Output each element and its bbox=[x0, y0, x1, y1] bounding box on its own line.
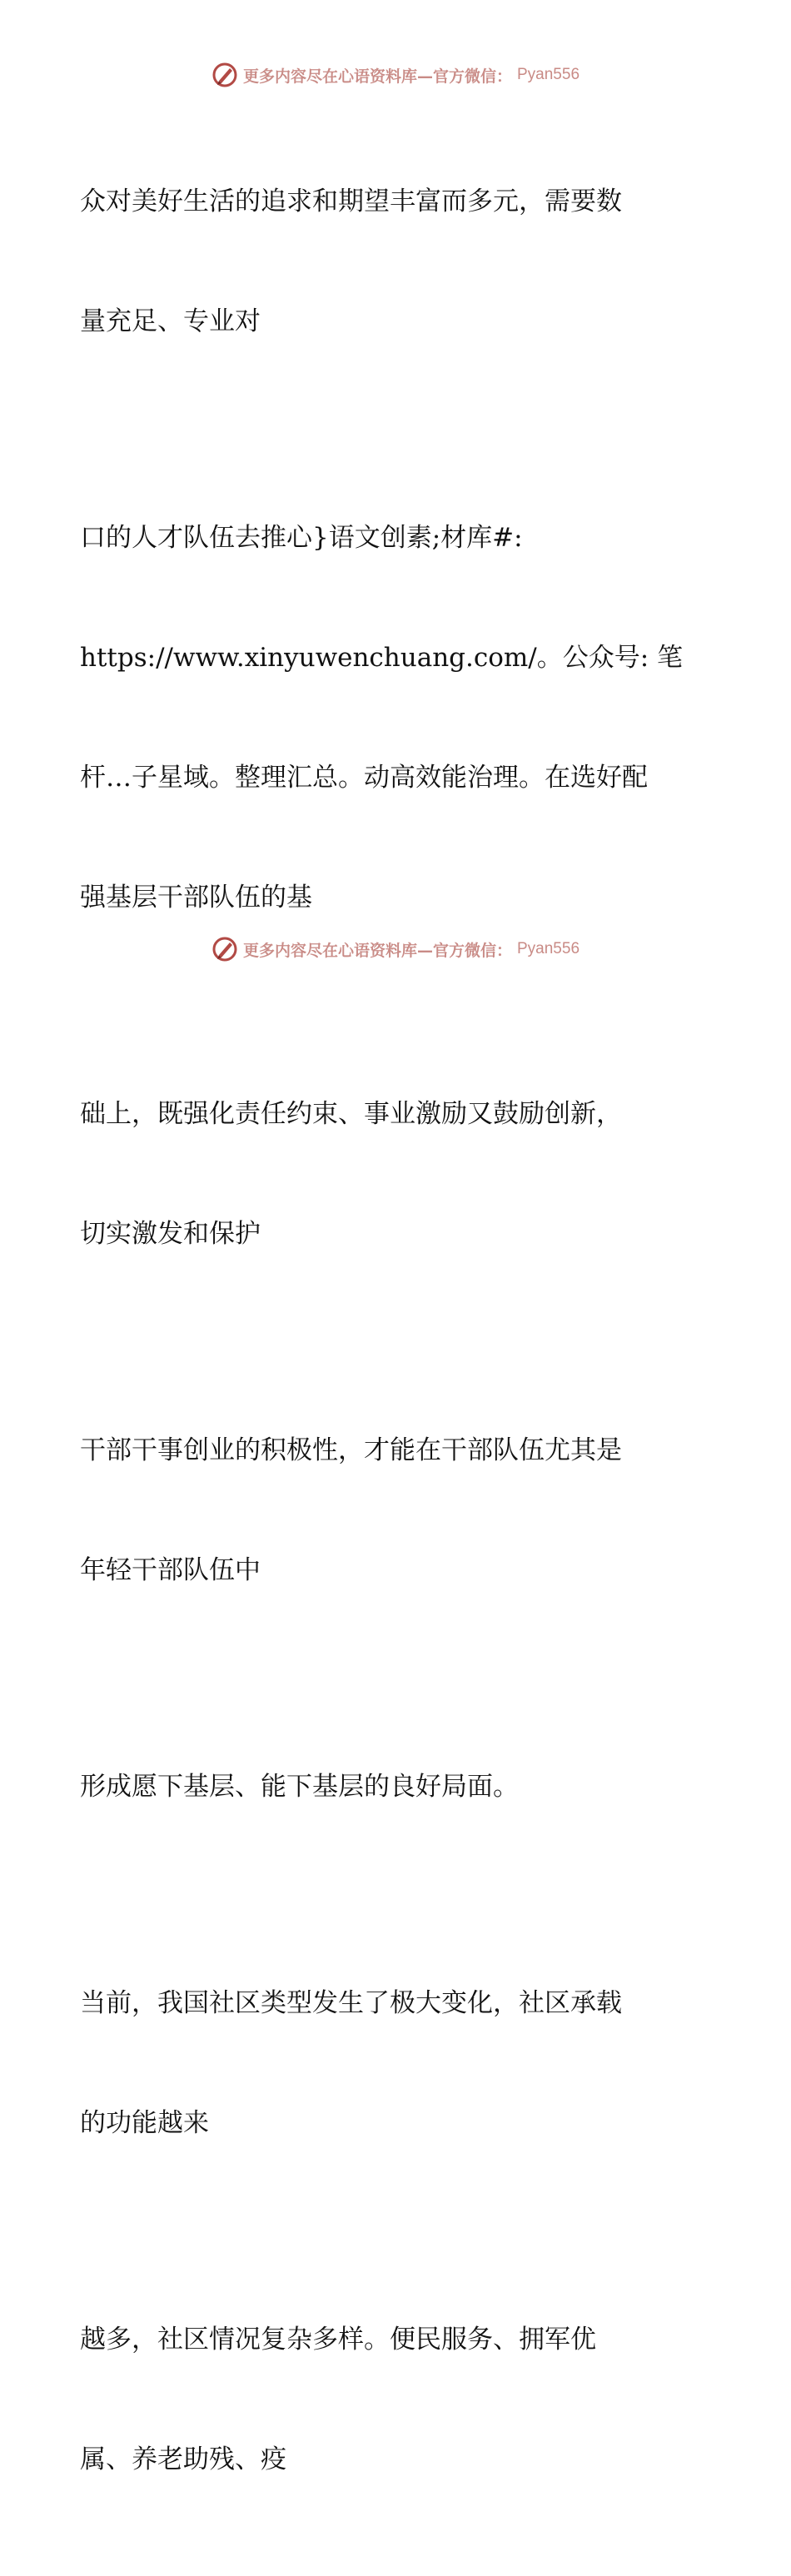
paragraph bbox=[80, 438, 713, 997]
text-line: https://www.xinyuwenchuang.com/。公众号: 笔 bbox=[80, 643, 684, 673]
text-line: 量充足、专业对 bbox=[80, 306, 261, 336]
document-body bbox=[80, 102, 713, 2576]
paragraph bbox=[80, 2240, 713, 2559]
text-line: 切实激发和保护 bbox=[80, 1219, 261, 1249]
paragraph bbox=[80, 1903, 713, 2223]
paragraph bbox=[80, 1350, 713, 1670]
pen-logo-icon bbox=[211, 62, 238, 88]
text-line: 干部干事创业的积极性，才能在干部队伍尤其是 bbox=[80, 1435, 622, 1465]
footer-brand-text: 更多内容尽在心语资料库—官方微信： bbox=[242, 941, 512, 960]
text-line: 年轻干部队伍中 bbox=[80, 1555, 261, 1585]
page-header bbox=[0, 58, 791, 92]
header-brand-id: Pyan556 bbox=[517, 66, 580, 83]
text-line: 属、养老助残、疫 bbox=[80, 2444, 286, 2474]
pen-logo-icon bbox=[211, 936, 238, 962]
text-line: 形成愿下基层、能下基层的良好局面。 bbox=[80, 1772, 519, 1802]
text-line: 越多，社区情况复杂多样。便民服务、拥军优 bbox=[80, 2325, 596, 2355]
text-line: 口的人才队伍去推心}语文创素;材库#: bbox=[80, 523, 523, 553]
header-brand-text: 更多内容尽在心语资料库—官方微信： bbox=[242, 67, 512, 86]
footer-brand bbox=[211, 936, 580, 962]
text-line: 众对美好生活的追求和期望丰富而多元，需要数 bbox=[80, 186, 622, 216]
paragraph bbox=[80, 1014, 713, 1334]
footer-brand-id: Pyan556 bbox=[517, 940, 580, 957]
text-line: 当前，我国社区类型发生了极大变化，社区承载 bbox=[80, 1988, 622, 2018]
page-footer bbox=[0, 932, 791, 966]
text-line: 的功能越来 bbox=[80, 2108, 209, 2138]
paragraph bbox=[80, 102, 713, 421]
header-brand bbox=[211, 62, 580, 88]
text-line: 强基层干部队伍的基 bbox=[80, 883, 312, 913]
paragraph bbox=[80, 1687, 713, 1887]
text-line: 杆…子星域。整理汇总。动高效能治理。在选好配 bbox=[80, 763, 648, 793]
text-line: 础上，既强化责任约束、事业激励又鼓励创新， bbox=[80, 1099, 622, 1129]
